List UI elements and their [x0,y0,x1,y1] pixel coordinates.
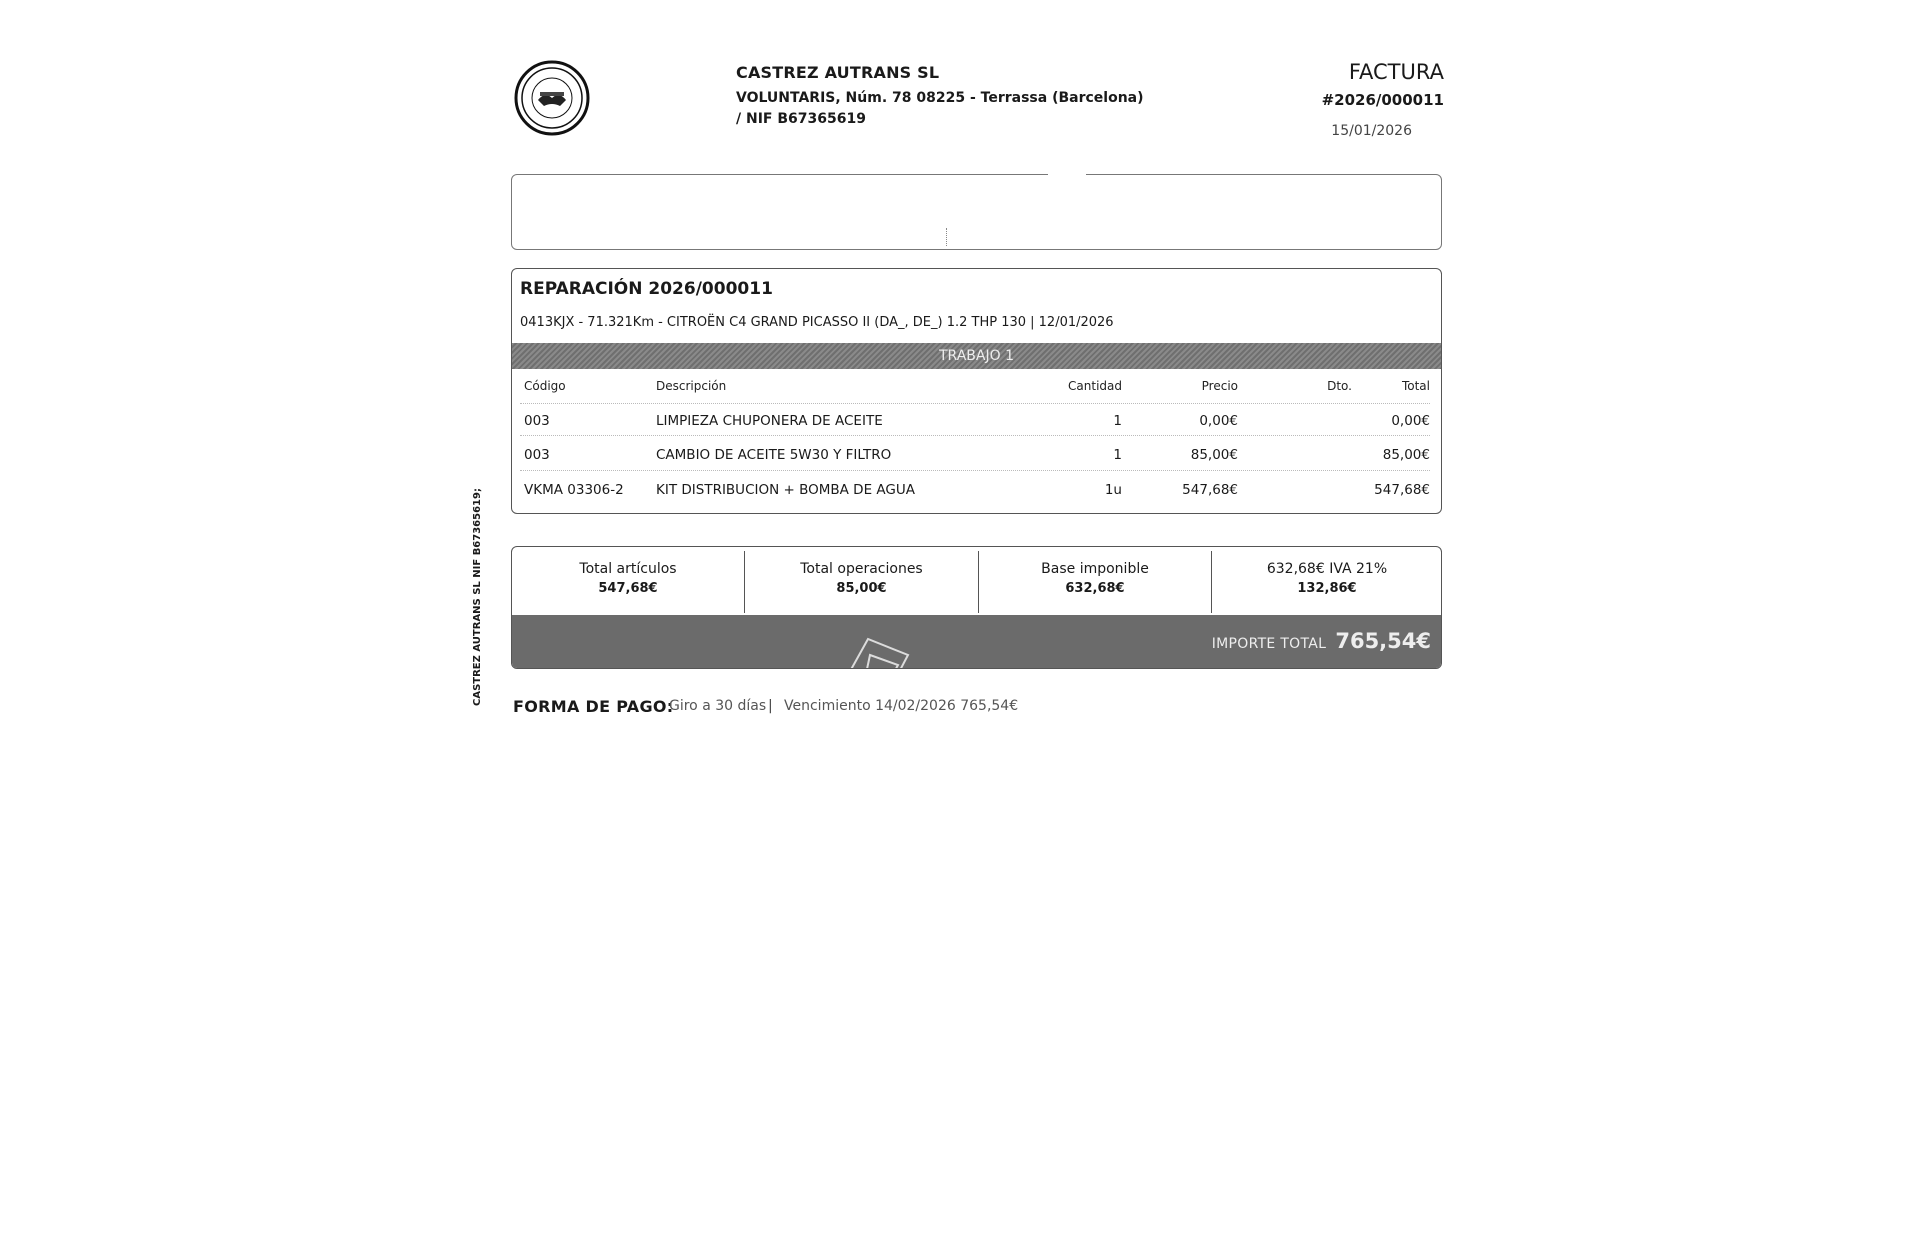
row-divider [520,470,1430,471]
item-quantity: 1 [1113,413,1122,429]
payment-due: Vencimiento 14/02/2026 765,54€ [784,698,1019,714]
tax-base-value: 632,68€ [1065,581,1125,596]
total-articles-cell [512,547,744,615]
column-header-total: Total [1401,379,1430,393]
tax-base-cell [979,547,1211,615]
item-quantity: 1u [1104,482,1122,498]
column-header-discount: Dto. [1327,379,1352,393]
client-box-mark [946,228,949,246]
repair-title: REPARACIÓN 2026/000011 [520,279,773,299]
company-address-line1: VOLUNTARIS, Núm. 78 08225 - Terrassa (Barcelona) [736,90,1144,106]
client-box [511,174,1442,250]
column-header-quantity: Cantidad [1068,379,1122,393]
item-total: 0,00€ [1391,413,1430,429]
item-code: VKMA 03306-2 [524,482,624,498]
grand-total-bar [512,615,1441,669]
payment-method: Giro a 30 días [669,698,767,714]
item-description: KIT DISTRIBUCION + BOMBA DE AGUA [656,482,915,498]
invoice-title: FACTURA [1348,60,1444,84]
item-price: 85,00€ [1190,447,1238,463]
repair-vehicle-info: 0413KJX - 71.321Km - CITROËN C4 GRAND PICASSO II (DA_, DE_) 1.2 THP 130 | 12/01/2026 [520,315,1114,330]
grand-total-label: IMPORTE TOTAL [1211,636,1327,652]
total-operations-value: 85,00€ [836,581,887,596]
company-logo [514,58,590,138]
company-address [736,88,1144,130]
grand-total [1212,629,1431,653]
total-articles-label: Total artículos [579,561,677,577]
vat-cell [1212,547,1442,615]
work-header-bar: TRABAJO 1 [512,343,1441,369]
vat-value: 132,86€ [1297,581,1357,596]
item-description: CAMBIO DE ACEITE 5W30 Y FILTRO [656,447,892,463]
grand-total-value: 765,54€ [1335,629,1431,653]
invoice-date: 15/01/2026 [1331,123,1412,139]
column-header-price: Precio [1201,379,1238,393]
company-name: CASTREZ AUTRANS SL [736,63,940,82]
row-divider [520,403,1430,404]
totals-section [511,546,1442,669]
total-articles-value: 547,68€ [598,581,658,596]
client-box-gap [1048,170,1086,178]
side-company-id: CASTREZ AUTRANS SL NIF B67365619; [472,488,483,706]
column-header-code: Código [524,379,566,393]
item-quantity: 1 [1113,447,1122,463]
item-code: 003 [524,413,550,429]
tax-base-label: Base imponible [1041,561,1149,577]
row-divider [520,435,1430,436]
item-total: 85,00€ [1382,447,1430,463]
total-operations-label: Total operaciones [800,561,923,577]
item-price: 0,00€ [1199,413,1238,429]
item-code: 003 [524,447,550,463]
repair-section [511,268,1442,514]
paid-stamp-mark [828,635,938,669]
item-total: 547,68€ [1374,482,1430,498]
payment-label: FORMA DE PAGO: [513,697,674,716]
company-address-line2: / NIF B67365619 [736,111,866,127]
vat-label: 632,68€ IVA 21% [1266,561,1388,577]
invoice-number: #2026/000011 [1321,91,1444,109]
item-description: LIMPIEZA CHUPONERA DE ACEITE [656,413,883,429]
column-header-description: Descripción [656,379,727,393]
payment-separator: | [768,698,773,714]
total-operations-cell [745,547,978,615]
item-price: 547,68€ [1182,482,1238,498]
